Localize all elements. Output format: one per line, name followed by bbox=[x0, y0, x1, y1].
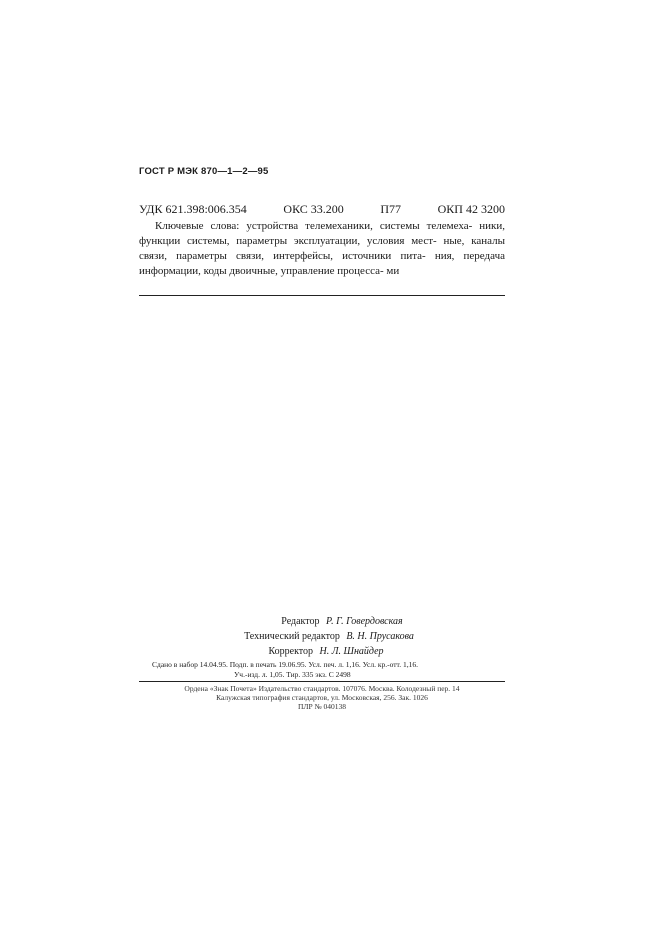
keywords-text: Ключевые слова: устройства телемеханики, системы телемеха- ники, функции системы, параметры эксплуатации, условия мест- ные, каналы связи, параметры связи, интерфейсы, источники пита- ния, передача информации, коды двоичные, управление процесса- ми bbox=[139, 220, 506, 277]
credits-block bbox=[139, 614, 505, 659]
tech-editor-name: В. Н. Прусакова bbox=[346, 631, 414, 642]
editor-name: Р. Г. Говердовская bbox=[326, 616, 403, 627]
corrector-label: Корректор bbox=[268, 646, 314, 657]
divider-rule bbox=[139, 295, 505, 296]
editor-line bbox=[139, 614, 505, 629]
printer-line: Калужская типография стандартов, ул. Московская, 256. Зак. 1026 bbox=[216, 693, 428, 702]
standard-designation: ГОСТ Р МЭК 870—1—2—95 bbox=[139, 166, 269, 177]
okp-code: ОКП 42 3200 bbox=[437, 202, 505, 216]
classification-codes bbox=[139, 202, 505, 217]
corrector-name: Н. Л. Шнайдер bbox=[319, 646, 384, 657]
publisher-line: Ордена «Знак Почета» Издательство стандартов. 107076. Москва. Колодезный пер. 14 bbox=[184, 684, 460, 693]
editor-label: Редактор bbox=[281, 616, 320, 627]
udc-code: УДК 621.398:006.354 bbox=[139, 202, 247, 216]
tech-editor-line bbox=[139, 629, 505, 644]
corrector-line bbox=[139, 644, 505, 659]
tech-editor-label: Технический редактор bbox=[244, 631, 340, 642]
print-info-line: Сдано в набор 14.04.95. Подп. в печать 19.06.95. Усл. печ. л. 1,16. Усл. кр.-отт. 1,16. bbox=[152, 660, 418, 669]
oks-code: ОКС 33.200 bbox=[283, 202, 344, 216]
license-line: ПЛР № 040138 bbox=[297, 702, 347, 711]
group-code: П77 bbox=[380, 202, 402, 216]
publisher-info bbox=[139, 684, 505, 711]
keywords-paragraph bbox=[139, 219, 505, 279]
print-info bbox=[152, 660, 502, 679]
print-info-line: Уч.-изд. л. 1,05. Тир. 335 экз. С 2498 bbox=[234, 669, 351, 679]
footer-rule bbox=[139, 681, 505, 682]
